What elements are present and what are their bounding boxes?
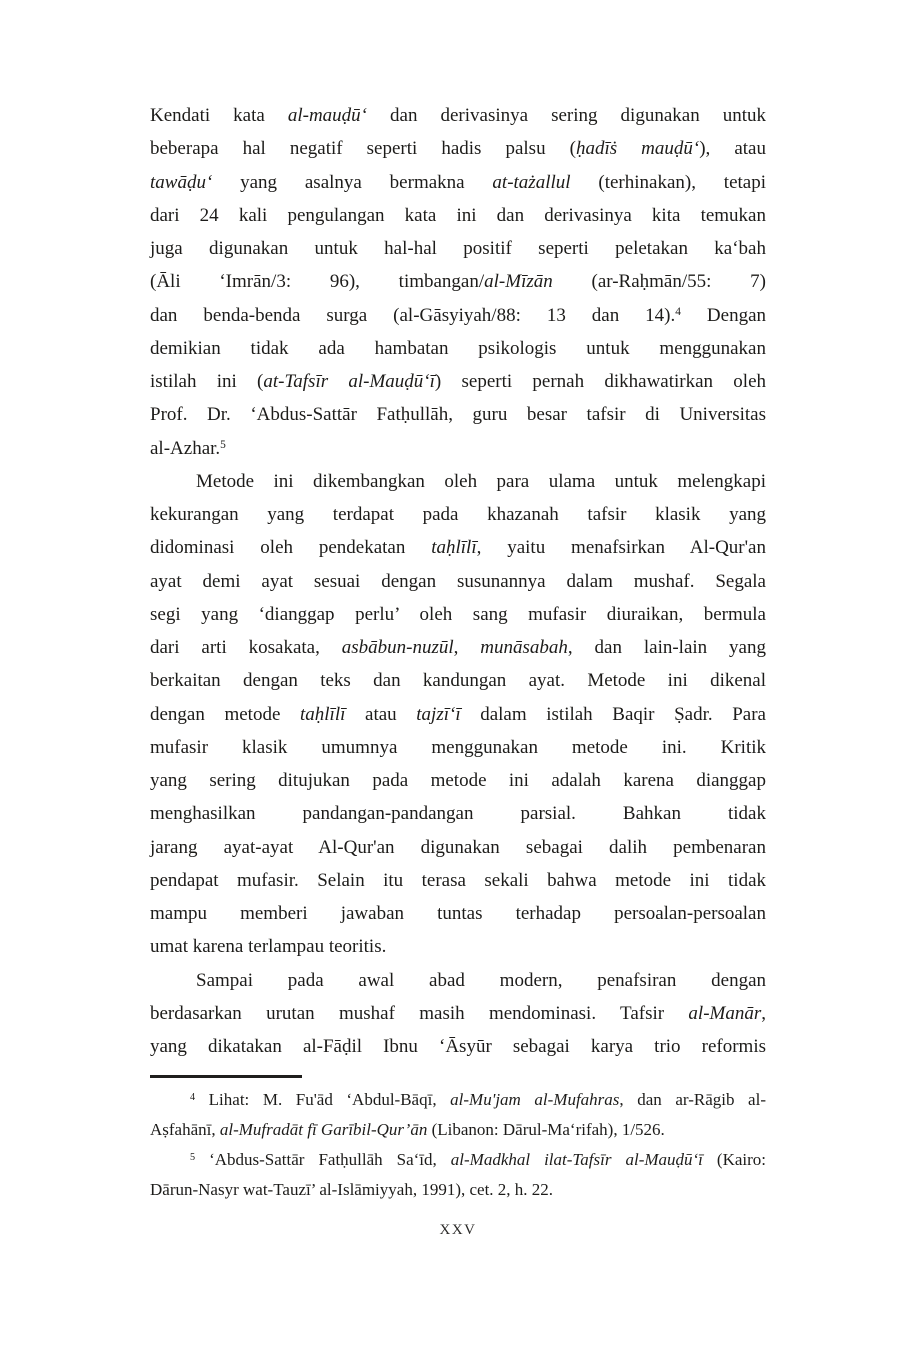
- italic-term: ḥadīṡ mauḍū‘: [575, 138, 700, 160]
- italic-term: al-Manār: [688, 1002, 762, 1024]
- body-text-line: demikian tidak ada hambatan psikologis untuk menggunakan: [150, 337, 766, 359]
- footnote-marker: 5: [220, 438, 226, 451]
- italic-term: al-Mufradāt fī Garībil-Qur’ān: [219, 1120, 428, 1140]
- italic-term: at-tażallul: [492, 171, 571, 193]
- italic-term: tajzī‘ī: [416, 703, 461, 725]
- body-text-line: mampu memberi jawaban tuntas terhadap persoalan-persoalan: [150, 903, 766, 924]
- italic-term: taḥlīlī: [300, 703, 346, 725]
- body-text-line: dengan metode taḥlīlī atau tajzī‘ī dalam istilah Baqir Ṣadr. Para: [150, 703, 766, 725]
- body-text-line: yang dikatakan al-Fāḍil Ibnu ‘Āsyūr sebagai karya trio reformis: [150, 1036, 766, 1057]
- body-text-line: istilah ini (at-Tafsīr al-Mauḍū‘ī) seperti pernah dikhawatirkan oleh: [150, 371, 767, 392]
- body-text-line: segi yang ‘dianggap perlu’ oleh sang mufasir diuraikan, bermula: [150, 603, 766, 625]
- footnote-line: $^5$ ‘Abdus-Sattār Fatḥullāh Sa‘īd, al-Madkhal ilat-Tafsīr al-Mauḍū‘ī (Kairo:: [190, 1150, 767, 1170]
- body-text-line: tawāḍu‘ yang asalnya bermakna at-tażallul (terhinakan), tetapi: [150, 171, 766, 193]
- footnote-separator: [150, 1075, 302, 1078]
- body-text-line: berkaitan dengan teks dan kandungan ayat. Metode ini dikenal: [150, 670, 766, 692]
- body-text-line: (Āli ‘Imrān/3: 96), timbangan/al-Mīzān (ar-Raḥmān/55: 7): [150, 271, 766, 293]
- italic-term: al-mauḍū‘: [287, 105, 367, 126]
- body-text-line: Kendati kata al-mauḍū‘ dan derivasinya sering digunakan untuk: [150, 105, 766, 126]
- body-text: [150, 99, 766, 1063]
- body-text-line: dan benda-benda surga (al-Gāsyiyah/88: 13 dan 14).$^4$ Dengan: [150, 304, 766, 326]
- body-text-line: Prof. Dr. ‘Abdus-Sattār Fatḥullāh, guru besar tafsir di Universitas: [150, 404, 766, 426]
- body-text-line: umat karena terlampau teoritis.: [150, 936, 387, 958]
- italic-term: al-Mu'jam al-Mufahras: [450, 1090, 620, 1110]
- footnote-marker: 5: [190, 1152, 196, 1164]
- body-text-line: menghasilkan pandangan-pandangan parsial. Bahkan tidak: [150, 803, 766, 825]
- body-text-line: al-Azhar.$^5$: [150, 437, 226, 459]
- footnote-line: $^4$ Lihat: M. Fu'ād ‘Abdul-Bāqī, al-Mu'jam al-Mufahras, dan ar-Rāgib al-: [190, 1090, 766, 1110]
- body-text-line: dari arti kosakata, asbābun-nuzūl, munāsabah, dan lain-lain yang: [150, 637, 766, 658]
- italic-term: munāsabah: [480, 637, 568, 658]
- italic-term: taḥlīlī: [431, 537, 477, 559]
- body-text-line: juga digunakan untuk hal-hal positif seperti peletakan ka‘bah: [150, 238, 766, 259]
- italic-term: at-Tafsīr al-Mauḍū‘ī: [263, 371, 435, 392]
- page-number: XXV: [439, 1222, 477, 1239]
- italic-term: al-Mīzān: [484, 271, 553, 293]
- body-text-line: beberapa hal negatif seperti hadis palsu (ḥadīṡ mauḍū‘), atau: [150, 138, 766, 160]
- footnote-marker: 4: [675, 305, 681, 318]
- footnote-line: Aṣfahānī, al-Mufradāt fī Garībil-Qur’ān (Libanon: Dārul-Ma‘rifah), 1/526.: [150, 1120, 665, 1140]
- body-text-line: berdasarkan urutan mushaf masih mendominasi. Tafsir al-Manār,: [150, 1002, 766, 1024]
- body-text-line: kekurangan yang terdapat pada khazanah tafsir klasik yang: [150, 504, 766, 525]
- text-block: [150, 99, 766, 1239]
- body-text-line: didominasi oleh pendekatan taḥlīlī, yaitu menafsirkan Al-Qur'an: [150, 537, 766, 559]
- footnote-line: Dārun-Nasyr wat-Tauzī’ al-Islāmiyyah, 1991), cet. 2, h. 22.: [150, 1180, 554, 1200]
- body-text-line: jarang ayat-ayat Al-Qur'an digunakan sebagai dalih pembenaran: [150, 836, 766, 858]
- body-text-line: mufasir klasik umumnya menggunakan metode ini. Kritik: [150, 736, 766, 758]
- body-text-line: Sampai pada awal abad modern, penafsiran dengan: [196, 969, 766, 991]
- footnotes: [150, 1085, 766, 1205]
- footnote-marker: 4: [190, 1092, 196, 1104]
- body-text-line: pendapat mufasir. Selain itu terasa sekali bahwa metode ini tidak: [150, 869, 766, 891]
- body-text-line: Metode ini dikembangkan oleh para ulama untuk melengkapi: [196, 470, 766, 492]
- italic-term: al-Madkhal ilat-Tafsīr al-Mauḍū‘ī: [450, 1150, 703, 1170]
- body-text-line: yang sering ditujukan pada metode ini adalah karena dianggap: [150, 770, 766, 791]
- body-text-line: ayat demi ayat sesuai dengan susunannya dalam mushaf. Segala: [150, 570, 766, 592]
- italic-term: asbābun-nuzūl: [341, 637, 454, 658]
- italic-term: tawāḍu‘: [150, 171, 213, 193]
- body-text-line: dari 24 kali pengulangan kata ini dan derivasinya kita temukan: [150, 204, 766, 226]
